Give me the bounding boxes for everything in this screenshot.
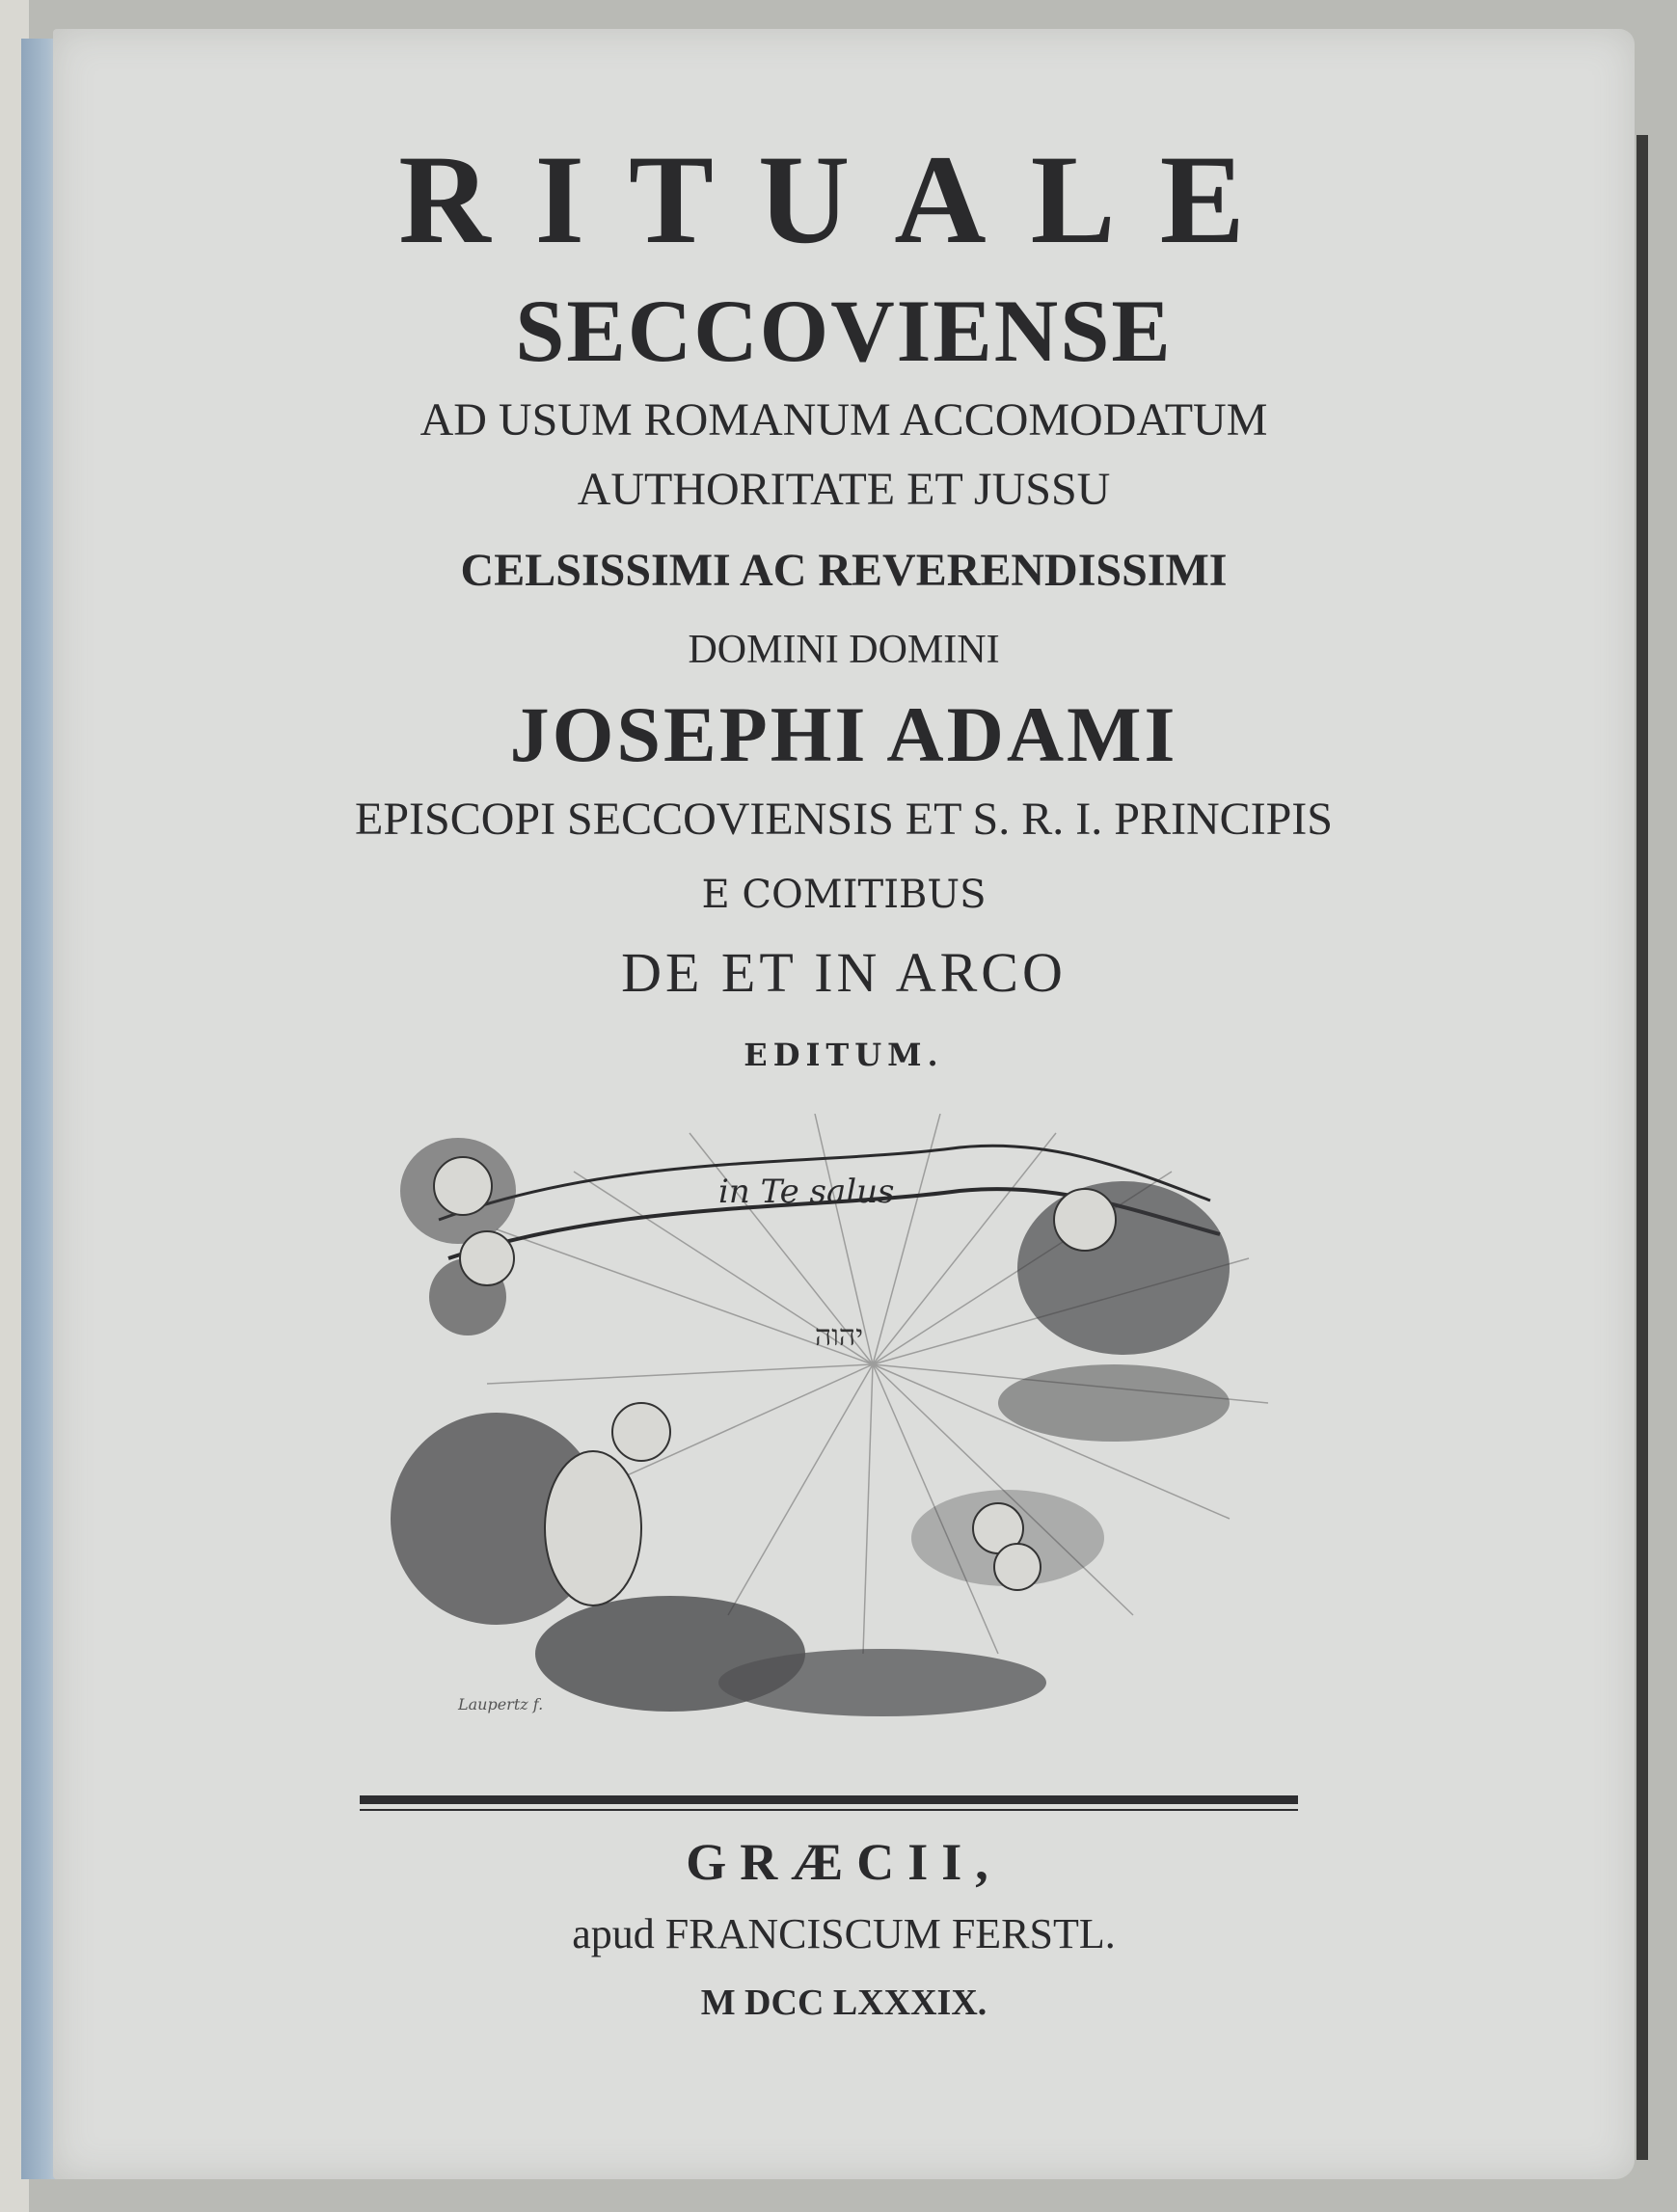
title-line-3: CELSISSIMI AC REVERENDISSIMI	[460, 545, 1228, 596]
title-line-4: DOMINI DOMINI	[688, 628, 1000, 672]
family-name: DE ET IN ARCO	[621, 941, 1067, 1004]
motto: in Te salus	[718, 1173, 895, 1211]
cherubs-engraving	[381, 1114, 1374, 1731]
divine-name: יהוה	[815, 1319, 864, 1353]
title-line-2: AUTHORITATE ET JUSSU	[577, 464, 1111, 515]
divider-rule-thin	[360, 1809, 1298, 1811]
divider-rule-thick	[360, 1795, 1298, 1804]
edited-line: EDITUM.	[744, 1037, 944, 1073]
imprint-year: M DCC LXXXIX.	[700, 1983, 987, 2023]
patron-title: EPISCOPI SECCOVIENSIS ET S. R. I. PRINCIPIS	[355, 794, 1333, 845]
title-line-1: AD USUM ROMANUM ACCOMODATUM	[419, 394, 1268, 445]
subtitle: SECCOVIENSE	[515, 282, 1173, 380]
patron-name: JOSEPHI ADAMI	[509, 690, 1178, 778]
family-line: E COMITIBUS	[701, 873, 987, 917]
engraver-signature: Laupertz f.	[458, 1695, 544, 1713]
imprint-place: GRÆCII,	[686, 1833, 1002, 1891]
title: RITUALE	[398, 128, 1289, 270]
imprint-publisher: apud FRANCISCUM FERSTL.	[572, 1910, 1116, 1957]
page-edge-shadow	[1636, 135, 1648, 2160]
